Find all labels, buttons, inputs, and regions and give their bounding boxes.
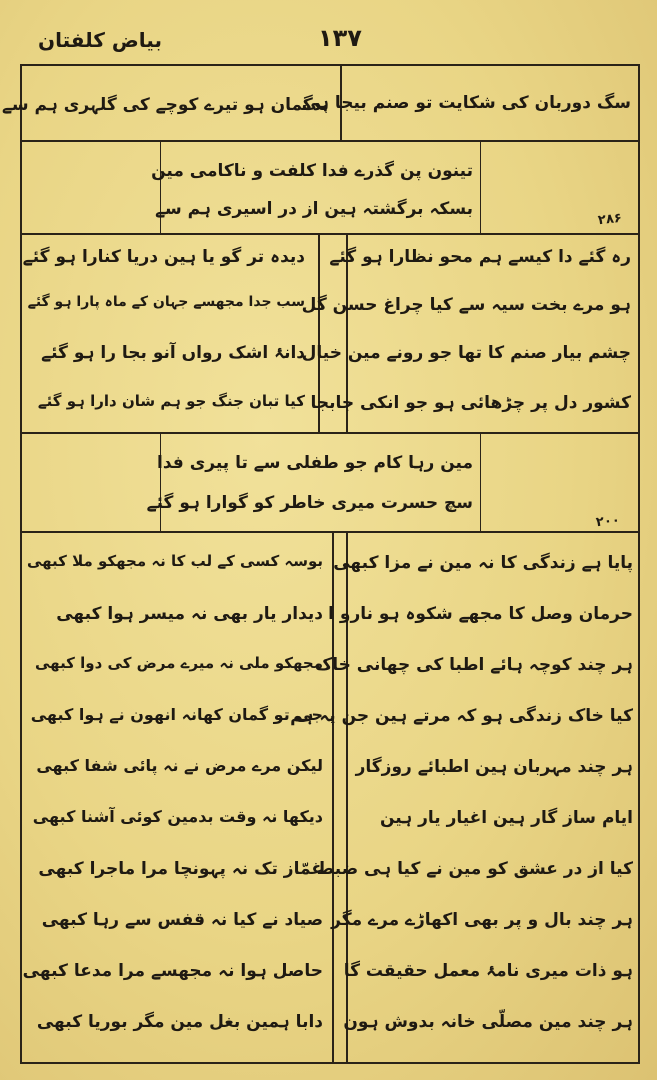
verse-number-marker-1: ۲۸۶ <box>597 210 623 229</box>
center-1-verse-1: تینون پن گذرے فدا کلفت و ناکامی مین <box>151 161 473 181</box>
center-1-verse-2: بسکہ برگشتہ ہین از در اسیری ہم سے <box>155 199 473 219</box>
section-2-right-verse: چشم بیار صنم کا تھا جو رونے مین خیال <box>301 343 631 363</box>
section-3-right-verse: کیا از در عشق کو مین نے کیا ہی ضبط <box>316 859 633 879</box>
section-3-left-verse: دیدار یار بھی نہ میسر ہوا کبھی <box>56 604 323 624</box>
section-2-left-verse: سب جدا مجھسے جہان کے ماہ پارا ہو گئے <box>27 294 305 310</box>
section-3-right-verse: ہر چند مین مصلّی خانہ بدوش ہون <box>343 1012 633 1032</box>
book-title: بیاض کلفتان <box>38 28 162 52</box>
section-3-left-verse: بوسہ کسی کے لب کا نہ مجھکو ملا کبھی <box>26 552 323 570</box>
section-3-left-verse: حاصل ہوا نہ مجھسے مرا مدعا کبھی <box>22 961 323 981</box>
verse-number-marker-2: ۲۰۰ <box>595 512 621 531</box>
section-2-left-verse: کیا تبان جنگ جو ہم شان دارا ہو گئے <box>37 392 305 410</box>
section-2-left-verse: دانۂ اشک رواں آنو بجا را ہو گئے <box>41 343 305 363</box>
rule-1 <box>22 140 638 142</box>
section-3-right-verse: پایا ہے زندگی کا نہ مین نے مزا کبھی <box>333 553 633 573</box>
section-2-right-verse: کشور دل پر چڑھائی ہو جو انکی جابجا <box>310 393 631 413</box>
section-3-right-verse: ہر چند مہربان ہین اطبائے روزگار <box>355 757 633 777</box>
section-2-left-verse: دیدہ تر گو یا ہین دریا کنارا ہو گئے <box>22 247 305 267</box>
section-3-right-verse: ہر چند کوچہ ہائے اطبا کی چھانی خاک <box>314 655 633 675</box>
page-header <box>20 14 640 66</box>
section-2-right-verse: رہ گئے دا کیسے ہم محو نظارا ہو گئے <box>329 247 631 267</box>
section-3-right-verse: کیا خاک زندگی ہو کہ مرتے ہین جن پہ ہم <box>290 706 633 726</box>
section-3-left-verse: دابا ہمین بغل مین مگر بوریا کبھی <box>36 1012 323 1032</box>
rule-2 <box>22 233 638 235</box>
section-3-left-verse: لیکن مرے مرض نے نہ پائی شفا کبھی <box>36 756 323 775</box>
section-3-left-verse: دیکھا نہ وقت بدمین کوئی آشنا کبھی <box>32 807 323 826</box>
section-3-left-verse: مجھکو ملی نہ میرے مرض کی دوا کبھی <box>34 654 323 672</box>
top-row-left-verse: بدگمان ہو تیرے کوچے کی گلہری ہم سے <box>1 95 329 115</box>
center-block-1-left-edge <box>160 140 161 234</box>
center-2-verse-1: مین رہا کام جو طفلی سے تا پیری فدا <box>157 453 473 473</box>
section-3-right-verse: ایام ساز گار ہین اغیار یار ہین <box>379 808 633 828</box>
section-3-right-verse: حرمان وصل کا مجھے شکوہ ہو نارو ا <box>328 604 633 624</box>
section-3-left-verse: صیاد نے کیا نہ قفس سے رہا کبھی <box>41 910 323 930</box>
center-block-2-left-edge <box>160 432 161 532</box>
page-number: ۱۳۷ <box>318 24 362 52</box>
section-2-right-verse: ہو مرے بخت سیہ سے کیا چراغ حسن گل <box>301 295 631 315</box>
section-3-left-verse: جی تو گمان کھانہ انھون نے ہوا کبھی <box>30 705 323 724</box>
top-row-right-verse: سگ دوربان کی شکایت تو صنم بیجا ہی <box>301 93 631 113</box>
center-2-verse-2: سچ حسرت میری خاطر کو گوارا ہو گئے <box>146 493 473 513</box>
center-block-2-right-edge <box>480 432 481 532</box>
section-3-right-verse: ہو ذات میری نامۂ معمل حقیقت گا <box>343 961 633 981</box>
rule-4 <box>22 531 638 533</box>
section-3-left-verse: غمّاز تک نہ پہونچا مرا ماجرا کبھی <box>38 859 323 879</box>
center-block-1-right-edge <box>480 140 481 234</box>
section-3-right-verse: ہر چند بال و پر بھی اکھاڑے مرے مگر <box>331 910 633 930</box>
rule-3 <box>22 432 638 434</box>
